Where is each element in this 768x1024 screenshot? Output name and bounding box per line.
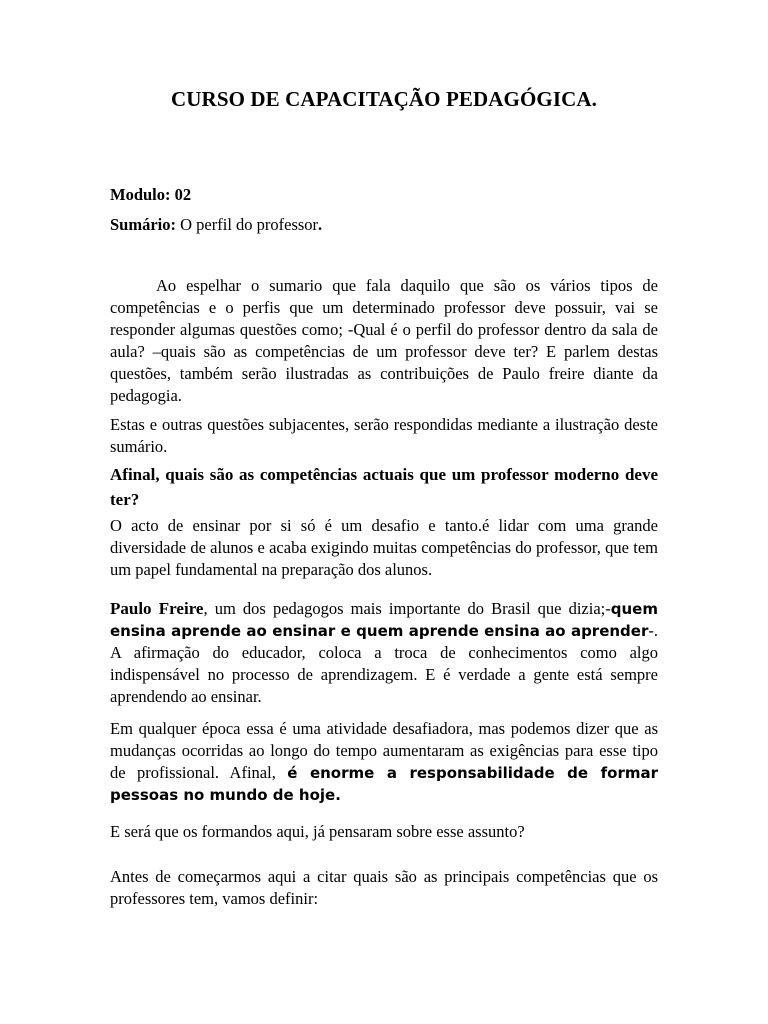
summary-end: . (318, 215, 323, 234)
paragraph-subjacent-text: Estas e outras questões subjacentes, serão respondidas mediante a ilustração deste sumário. (110, 415, 658, 456)
epoch-bold: é enorme a responsabilidade de formar pessoas no mundo de hoje. (110, 764, 658, 804)
paragraph-define (110, 866, 658, 910)
paragraph-teaching (110, 515, 658, 581)
paragraph-question (110, 821, 658, 843)
paragraph-question-text: E será que os formandos aqui, já pensaram sobre esse assunto? (110, 822, 525, 841)
summary-line (110, 214, 322, 236)
paragraph-freire (110, 598, 658, 708)
paragraph-epoch (110, 718, 658, 806)
freire-text-b: -. A afirmação do educador, coloca a troca de conhecimentos como algo indispensável no processo de aprendizagem. E é verdade a gente está sempre aprendendo ao ensinar. (110, 621, 658, 706)
freire-quote: quem ensina aprende ao ensinar e quem aprende ensina ao aprender (110, 600, 658, 640)
paragraph-intro-text: Ao espelhar o sumario que fala daquilo que são os vários tipos de competências e o perfis que um determinado professor deve possuir, vai se responder algumas questões como; -Qual é o perfil do professor dentro da sala de aula? –quais são as competências de um professor deve ter? E parlem destas questões, também serão ilustradas as contribuições de Paulo freire diante da pedagogia. (110, 276, 658, 405)
section-heading: Afinal, quais são as competências actuais que um professor moderno deve ter? (110, 465, 658, 509)
paragraph-teaching-text: O acto de ensinar por si só é um desafio e tanto.é lidar com uma grande diversidade de alunos e acaba exigindo muitas competências do professor, que tem um papel fundamental na preparação dos alunos. (110, 516, 658, 579)
paragraph-subjacent (110, 414, 658, 458)
epoch-text: Em qualquer época essa é uma atividade desafiadora, mas podemos dizer que as mudanças ocorridas ao longo do tempo aumentaram as exigências para esse tipo de profissional. Afinal, (110, 719, 658, 782)
paragraph-define-text: Antes de começarmos aqui a citar quais são as principais competências que os professores tem, vamos definir: (110, 867, 658, 908)
summary-text: O perfil do professor (176, 215, 319, 234)
freire-text-a: , um dos pedagogos mais importante do Brasil que dizia;- (203, 599, 611, 618)
summary-label: Sumário: (110, 215, 176, 234)
document-title: CURSO DE CAPACITAÇÃO PEDAGÓGICA. (171, 87, 597, 111)
paragraph-intro (110, 275, 658, 407)
module-number: Modulo: 02 (110, 185, 192, 204)
freire-name: Paulo Freire (110, 599, 204, 618)
